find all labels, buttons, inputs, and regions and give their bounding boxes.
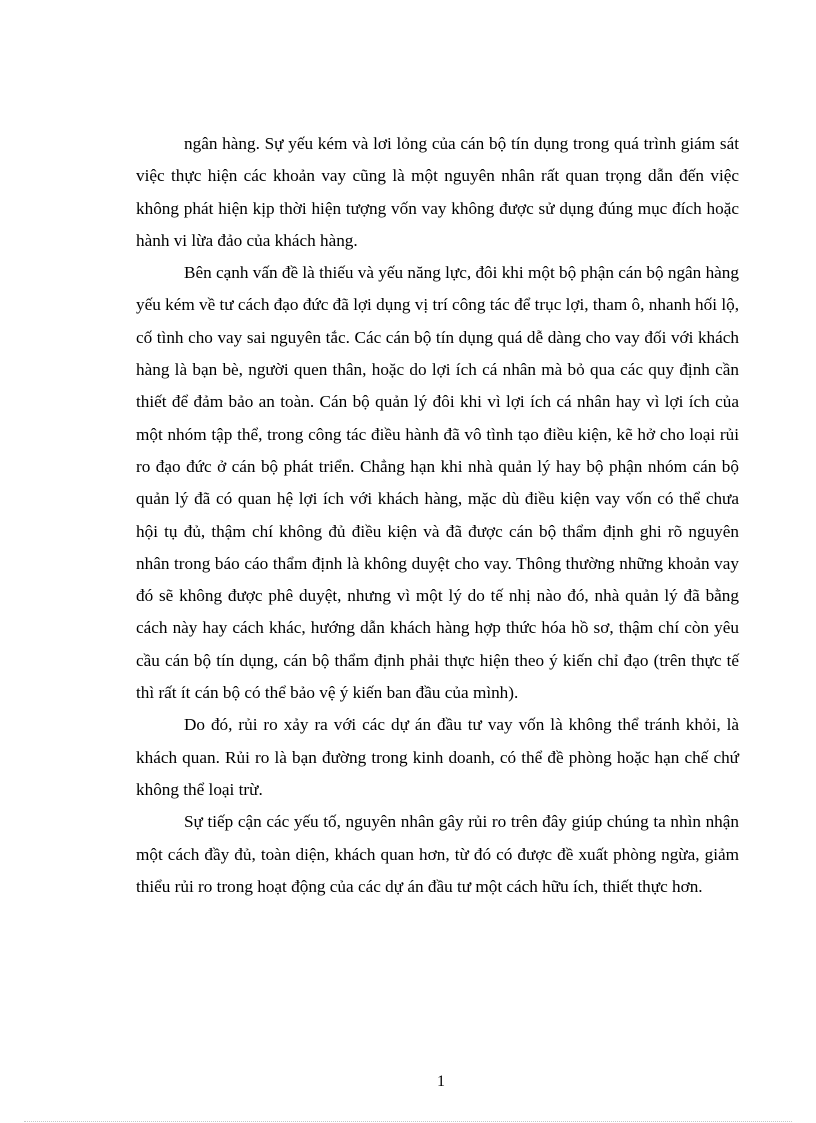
page-bottom-divider: [24, 1121, 792, 1122]
paragraph-2: Bên cạnh vấn đề là thiếu và yếu năng lực, đôi khi một bộ phận cán bộ ngân hàng yếu kém về tư cách đạo đức đã lợi dụng vị trí công tác để trục lợi, tham ô, nhanh hối lộ, cố tình cho vay sai nguyên tắc. Các cán bộ tín dụng quá dễ dàng cho vay đối với khách hàng là bạn bè, người quen thân, hoặc do lợi ích cá nhân mà bỏ qua các quy định cần thiết để đảm bảo an toàn. Cán bộ quản lý đôi khi vì lợi ích cá nhân hay vì lợi ích của một nhóm tập thể, trong công tác điều hành đã vô tình tạo điều kiện, kẽ hở cho loại rủi ro đạo đức ở cán bộ phát triển. Chẳng hạn khi nhà quản lý hay bộ phận nhóm cán bộ quản lý đã có quan hệ lợi ích với khách hàng, mặc dù điều kiện vay vốn có thể chưa hội tụ đủ, thậm chí không đủ điều kiện và đã được cán bộ thẩm định ghi rõ nguyên nhân trong báo cáo thẩm định là không duyệt cho vay. Thông thường những khoản vay đó sẽ không được phê duyệt, nhưng vì một lý do tế nhị nào đó, nhà quản lý đã bằng cách này hay cách khác, hướng dẫn khách hàng hợp thức hóa hồ sơ, thậm chí còn yêu cầu cán bộ tín dụng, cán bộ thẩm định phải thực hiện theo ý kiến chỉ đạo (trên thực tế thì rất ít cán bộ có thể bảo vệ ý kiến ban đầu của mình).: [136, 263, 739, 703]
paragraph-1: ngân hàng. Sự yếu kém và lơi lỏng của cán bộ tín dụng trong quá trình giám sát việc thực hiện các khoản vay cũng là một nguyên nhân rất quan trọng dẫn đến việc không phát hiện kịp thời hiện tượng vốn vay không được sử dụng đúng mục đích hoặc hành vi lừa đảo của khách hàng.: [136, 134, 739, 250]
page-number: 1: [437, 1073, 445, 1090]
paragraph-4: Sự tiếp cận các yếu tố, nguyên nhân gây rủi ro trên đây giúp chúng ta nhìn nhận một cách đầy đủ, toàn diện, khách quan hơn, từ đó có được đề xuất phòng ngừa, giảm thiểu rủi ro trong hoạt động của các dự án đầu tư một cách hữu ích, thiết thực hơn.: [136, 812, 739, 896]
document-body: [136, 128, 739, 903]
paragraph-3: Do đó, rủi ro xảy ra với các dự án đầu tư vay vốn là không thể tránh khỏi, là khách quan. Rủi ro là bạn đường trong kinh doanh, có thể đề phòng hoặc hạn chế chứ không thể loại trừ.: [136, 715, 739, 799]
